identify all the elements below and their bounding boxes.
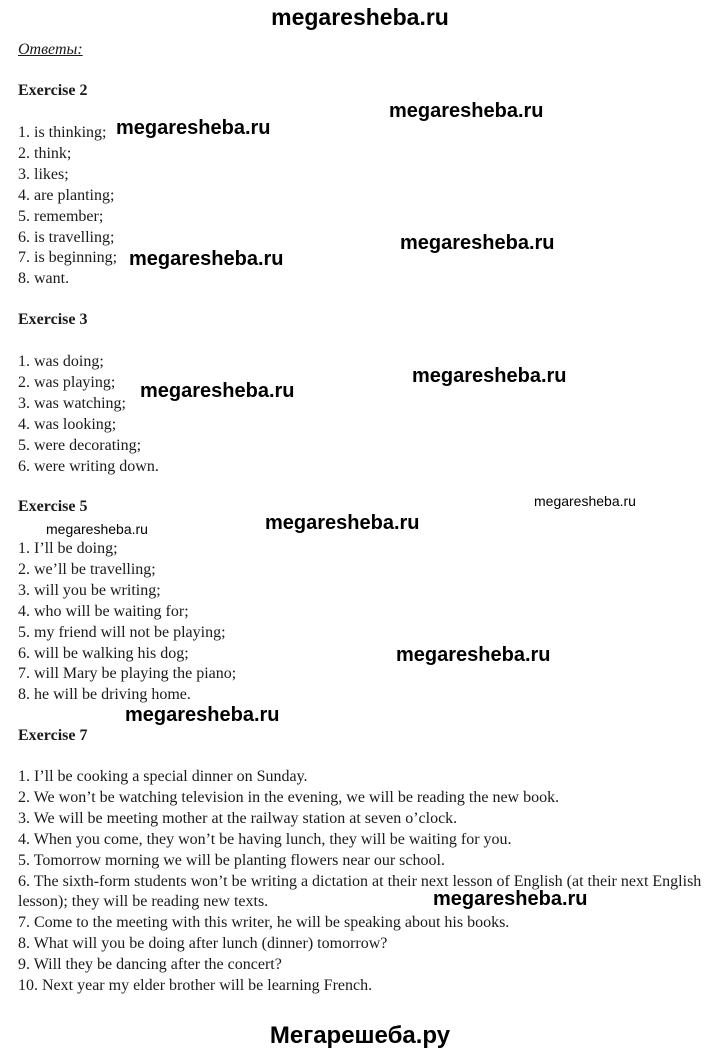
list-item: 3. will you be writing; <box>18 581 161 599</box>
list-item: 6. will be walking his dog; <box>18 644 189 662</box>
list-item: 2. think; <box>18 144 72 162</box>
exercise-3-answers <box>18 352 708 477</box>
list-item: 7. will Mary be playing the piano; <box>18 665 237 683</box>
list-item: 8. want. <box>18 270 70 288</box>
list-item: 1. was doing; <box>18 353 104 370</box>
exercise-7-heading: Exercise 7 <box>18 727 88 744</box>
list-item: 5. remember; <box>18 207 104 225</box>
list-item: 5. my friend will not be playing; <box>18 623 226 641</box>
list-item: 2. was playing; <box>18 373 116 391</box>
footer-title: Мегарешеба.ру <box>269 1022 451 1049</box>
list-item: 4. When you come, they won’t be having lunch, they will be waiting for you. <box>18 830 512 848</box>
list-item: 6. The sixth-form students won’t be writing a dictation at their next lesson of English (at their next English lesson); they will be reading new texts. <box>18 872 702 911</box>
list-item: 7. Come to the meeting with this writer, he will be speaking about his books. <box>18 914 510 932</box>
watermark: megaresheba.ru <box>129 248 284 270</box>
list-item: 10. Next year my elder brother will be learning French. <box>18 977 373 995</box>
list-item: 5. were decorating; <box>18 436 142 454</box>
list-item: 7. is beginning; <box>18 249 118 267</box>
watermark-small: megaresheba.ru <box>534 493 636 509</box>
exercise-3-heading: Exercise 3 <box>18 311 88 328</box>
exercise-2-answers <box>18 123 708 290</box>
list-item: 1. is thinking; <box>18 124 107 141</box>
list-item: 4. are planting; <box>18 186 115 204</box>
list-item: 9. Will they be dancing after the concert? <box>18 956 282 974</box>
watermark: megaresheba.ru <box>389 100 544 122</box>
exercise-5-answers <box>18 539 708 706</box>
watermark: megaresheba.ru <box>400 232 555 254</box>
watermark: megaresheba.ru <box>396 644 551 666</box>
watermark: megaresheba.ru <box>433 888 588 910</box>
site-title: megaresheba.ru <box>271 4 449 30</box>
list-item: 4. who will be waiting for; <box>18 602 189 620</box>
list-item: 3. was watching; <box>18 394 126 412</box>
watermark: megaresheba.ru <box>412 365 567 387</box>
list-item: 6. is travelling; <box>18 228 115 246</box>
exercise-7-answers <box>18 767 708 997</box>
list-item: 8. What will you be doing after lunch (dinner) tomorrow? <box>18 935 388 953</box>
list-item: 1. I’ll be cooking a special dinner on Sunday. <box>18 768 308 785</box>
list-item: 2. we’ll be travelling; <box>18 560 156 578</box>
exercise-2-heading: Exercise 2 <box>18 82 88 99</box>
answers-label: Ответы: <box>18 41 83 58</box>
list-item: 5. Tomorrow morning we will be planting flowers near our school. <box>18 851 445 869</box>
list-item: 3. likes; <box>18 165 69 183</box>
watermark-small: megaresheba.ru <box>46 521 148 537</box>
watermark: megaresheba.ru <box>125 704 280 726</box>
list-item: 1. I’ll be doing; <box>18 540 118 557</box>
watermark: megaresheba.ru <box>116 117 271 139</box>
exercise-5-heading: Exercise 5 <box>18 498 88 515</box>
list-item: 4. was looking; <box>18 415 117 433</box>
watermark: megaresheba.ru <box>140 380 295 402</box>
list-item: 6. were writing down. <box>18 457 159 475</box>
list-item: 3. We will be meeting mother at the railway station at seven o’clock. <box>18 809 458 827</box>
list-item: 8. he will be driving home. <box>18 686 191 704</box>
list-item: 2. We won’t be watching television in the evening, we will be reading the new book. <box>18 788 560 806</box>
watermark: megaresheba.ru <box>265 512 420 534</box>
